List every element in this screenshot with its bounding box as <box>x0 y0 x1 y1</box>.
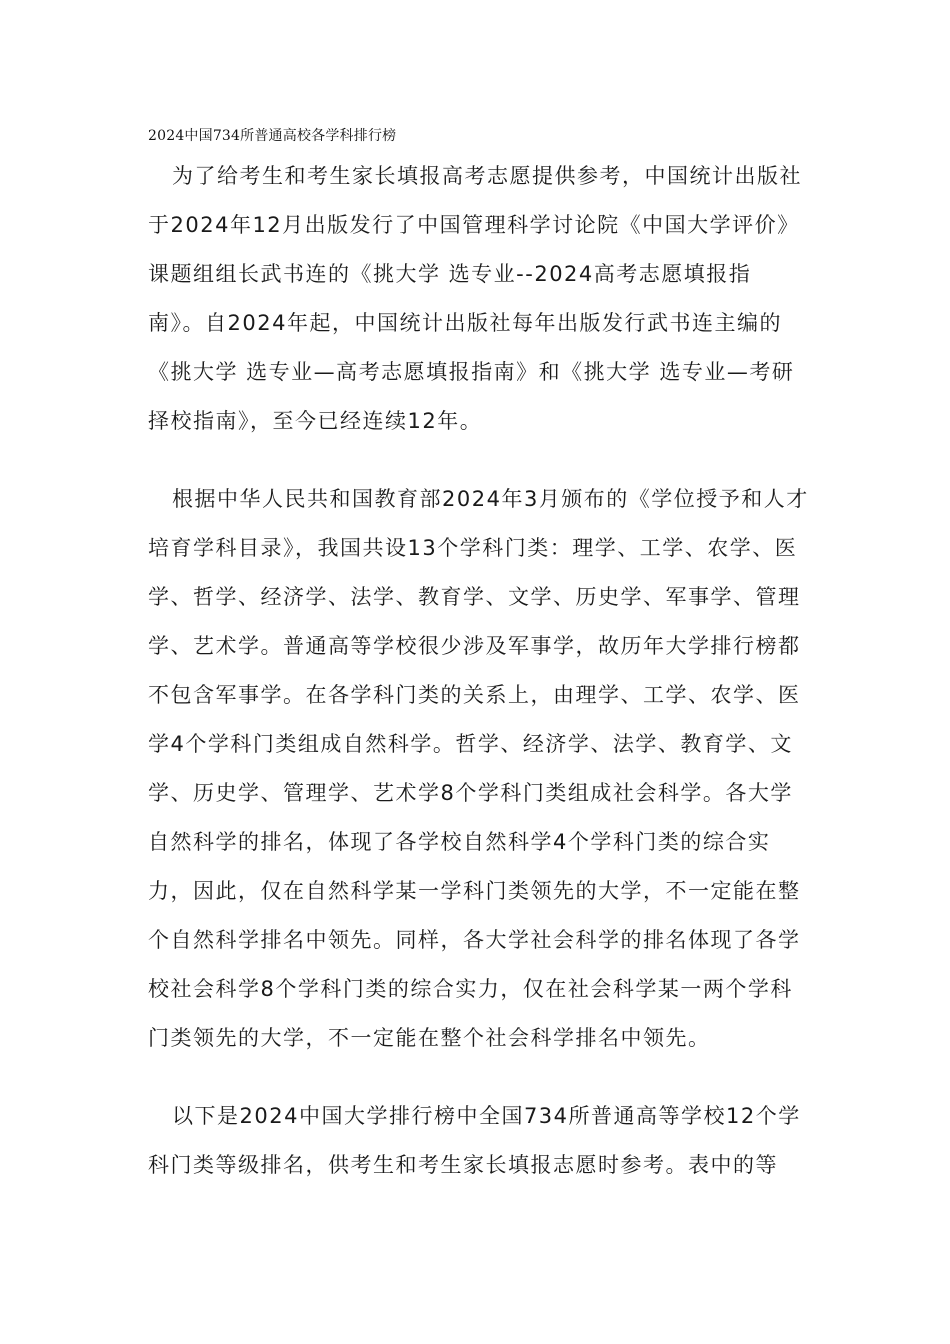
paragraph-2-line-7: 学、历史学、管理学、艺术学8个学科门类组成社会科学。各大学 <box>148 781 793 805</box>
paragraph-2-line-1: 根据中华人民共和国教育部2024年3月颁布的《学位授予和人才 <box>172 487 809 511</box>
document-title: 2024中国734所普通高校各学科排行榜 <box>148 128 397 144</box>
paragraph-1-line-1: 为了给考生和考生家长填报高考志愿提供参考，中国统计出版社 <box>172 164 802 188</box>
paragraph-2-line-6: 学4个学科门类组成自然科学。哲学、经济学、法学、教育学、文 <box>148 732 793 756</box>
paragraph-2-line-8: 自然科学的排名，体现了各学校自然科学4个学科门类的综合实 <box>148 830 771 854</box>
paragraph-2-line-5: 不包含军事学。在各学科门类的关系上，由理学、工学、农学、医 <box>148 683 801 707</box>
paragraph-2-line-10: 个自然科学排名中领先。同样，各大学社会科学的排名体现了各学 <box>148 928 801 952</box>
paragraph-3-line-1: 以下是2024中国大学排行榜中全国734所普通高等学校12个学 <box>172 1104 801 1128</box>
paragraph-2-line-2: 培育学科目录》，我国共设13个学科门类：理学、工学、农学、医 <box>148 536 798 560</box>
paragraph-2-line-11: 校社会科学8个学科门类的综合实力，仅在社会科学某一两个学科 <box>148 977 793 1001</box>
paragraph-3-line-2: 科门类等级排名，供考生和考生家长填报志愿时参考。表中的等 <box>148 1153 778 1177</box>
paragraph-2-line-3: 学、哲学、经济学、法学、教育学、文学、历史学、军事学、管理 <box>148 585 801 609</box>
paragraph-1-line-5: 《挑大学 选专业—高考志愿填报指南》和《挑大学 选专业—考研 <box>148 360 795 384</box>
paragraph-1-line-4: 南》。自2024年起，中国统计出版社每年出版发行武书连主编的 <box>148 311 782 335</box>
paragraph-2-line-4: 学、艺术学。普通高等学校很少涉及军事学，故历年大学排行榜都 <box>148 634 801 658</box>
paragraph-1-line-3: 课题组组长武书连的《挑大学 选专业--2024高考志愿填报指 <box>148 262 752 286</box>
paragraph-1-line-2: 于2024年12月出版发行了中国管理科学讨论院《中国大学评价》 <box>148 213 800 237</box>
paragraph-1-line-6: 择校指南》，至今已经连续12年。 <box>148 409 483 433</box>
paragraph-2-line-9: 力，因此，仅在自然科学某一学科门类领先的大学，不一定能在整 <box>148 879 801 903</box>
paragraph-2-line-12: 门类领先的大学，不一定能在整个社会科学排名中领先。 <box>148 1026 711 1050</box>
